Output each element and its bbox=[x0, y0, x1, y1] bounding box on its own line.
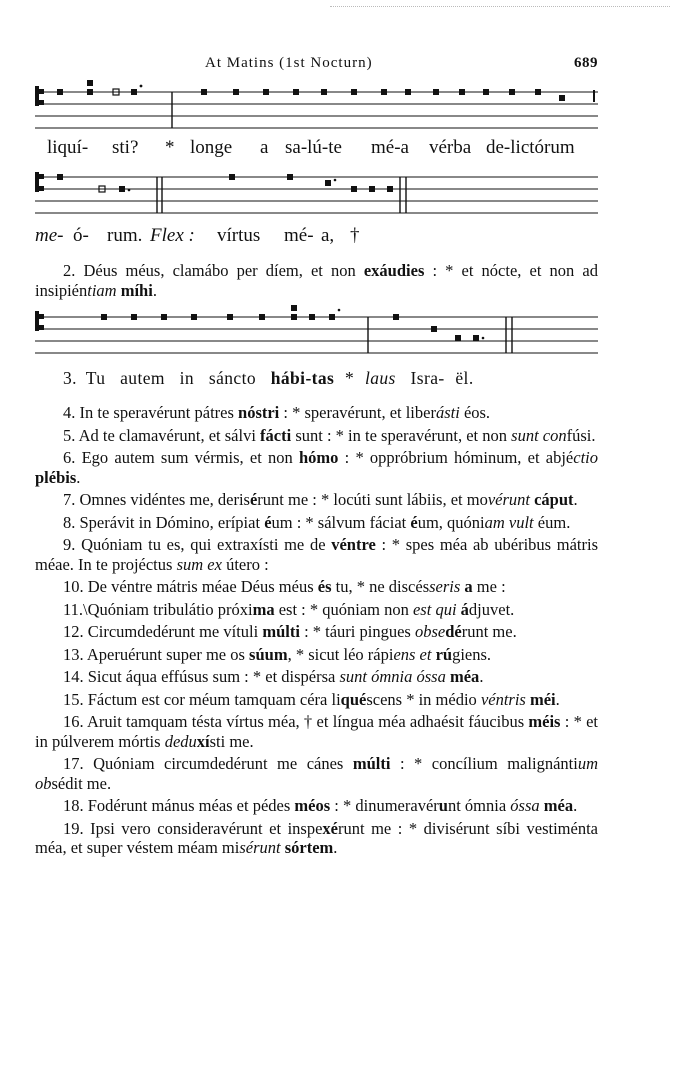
page-header bbox=[35, 55, 598, 75]
chant-staff-3 bbox=[35, 308, 598, 358]
verse: 13. Aperuérunt super me os súum, * sicut léo rápiens et rúgiens. bbox=[63, 644, 492, 664]
syllable: * bbox=[165, 137, 175, 158]
verse: 17. Quóniam circumdedérunt me cánes múlti : * concílium malignántium obsédit me. bbox=[35, 754, 598, 793]
verse: 19. Ipsi vero consideravérunt et inspexérunt me : * divisérunt síbi vestiménta méa, et super véstem méam misérunt sórtem. bbox=[35, 818, 598, 857]
syllable: rum. bbox=[107, 225, 143, 246]
verse: 8. Sperávit in Dómino, erípiat éum : * sálvum fáciat éum, quóniam vult éum. bbox=[63, 512, 571, 532]
syllable: ó- bbox=[73, 225, 89, 246]
verse: 14. Sicut áqua effúsus sum : * et dispérsa sunt ómnia óssa méa. bbox=[63, 667, 484, 686]
running-title: At Matins (1st Nocturn) bbox=[205, 55, 373, 71]
syllable: a bbox=[260, 137, 269, 158]
syllable: sti? bbox=[112, 137, 139, 158]
verse: 6. Ego autem sum vérmis, et non hómo : * oppróbrium hóminum, et abjéctio plébis. bbox=[35, 448, 598, 487]
syllable: sa-lú-te bbox=[285, 137, 342, 158]
verse: 15. Fáctum est cor méum tamquam céra liquéscens * in médio véntris méi. bbox=[63, 689, 560, 709]
syllable: † bbox=[350, 225, 360, 246]
scan-artifact bbox=[330, 6, 670, 9]
verse: 5. Ad te clamavérunt, et sálvi fácti sunt : * in te speravérunt, et non sunt confúsi. bbox=[63, 425, 596, 445]
verse: 4. In te speravérunt pátres nóstri : * speravérunt, et liberásti éos. bbox=[63, 403, 491, 422]
verse: 18. Fodérunt mánus méas et pédes méos : * dinumeravérunt ómnia óssa méa. bbox=[63, 796, 578, 815]
verse: 12. Circumdedérunt me vítuli múlti : * táuri pingues obsedérunt me. bbox=[63, 622, 517, 641]
chant-staff-1 bbox=[35, 82, 598, 132]
syllable: me- bbox=[35, 225, 64, 246]
syllable: vérba bbox=[429, 137, 472, 158]
syllable: liquí- bbox=[47, 137, 89, 158]
chant-staff-2 bbox=[35, 172, 598, 218]
syllable: de-lictórum bbox=[486, 137, 575, 158]
syllable: mé- bbox=[284, 225, 314, 246]
verse-3-lyrics: 3. Tu autem in sáncto hábi-tas * laus Isra- ël. bbox=[63, 368, 474, 388]
syllable: mé-a bbox=[371, 137, 409, 158]
verse: 10. De véntre mátris méae Déus méus és tu, * ne discésseris a me : bbox=[63, 577, 506, 596]
verse: 9. Quóniam tu es, qui extraxísti me de véntre : * spes méa ab ubéribus mátris méae. In te projéctus sum ex útero : bbox=[35, 535, 599, 574]
syllable: vírtus bbox=[217, 225, 261, 246]
syllable: a, bbox=[321, 225, 335, 246]
verse: 16. Aruit tamquam tésta vírtus méa, † et língua méa adhaésit fáucibus méis : * et in púlverem mórtis deduxísti me. bbox=[35, 712, 598, 751]
verses-list bbox=[35, 403, 598, 861]
page-number: 689 bbox=[574, 55, 598, 71]
verse-2: 2. Déus méus, clamábo per díem, et non exáudies : * et nócte, et non ad insipiéntiam míhi. bbox=[35, 261, 598, 300]
verse: 7. Omnes vidéntes me, derisérunt me : * locúti sunt lábiis, et movérunt cáput. bbox=[63, 490, 578, 509]
verse: 11.\Quóniam tribulátio próxima est : * quóniam non est qui ádjuvet. bbox=[63, 599, 515, 619]
syllable: longe bbox=[190, 137, 233, 158]
syllable: Flex : bbox=[150, 225, 195, 246]
